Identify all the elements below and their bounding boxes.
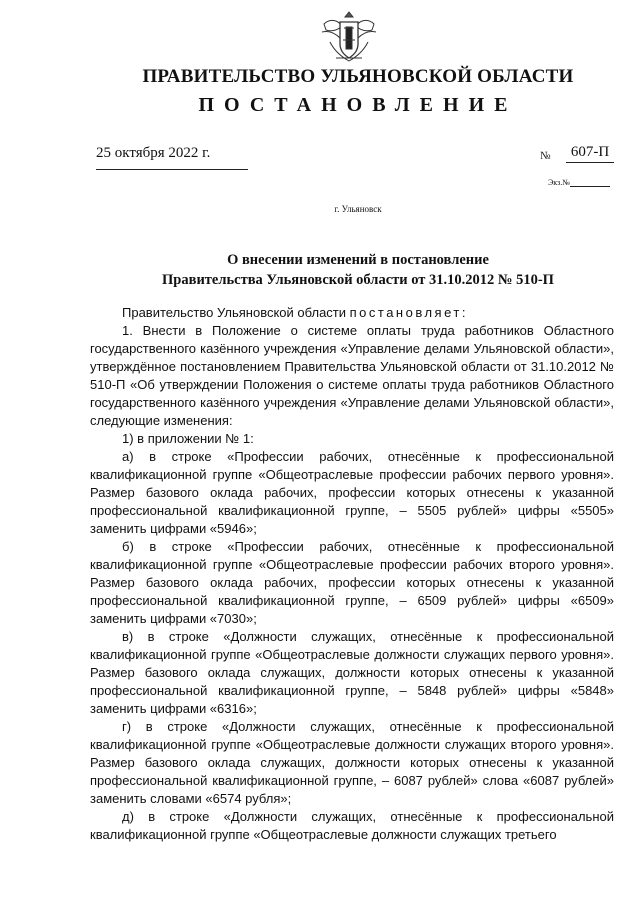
subject-line-2: Правительства Ульяновской области от 31.10.2012 № 510-П bbox=[162, 272, 554, 288]
number-sign: № bbox=[540, 150, 551, 162]
subpoint-1: 1) в приложении № 1: bbox=[122, 431, 254, 446]
intro-prefix: Правительство Ульяновской области bbox=[122, 305, 350, 320]
item-b: б) в строке «Профессии рабочих, отнесённые к профессиональной квалификационной группе «Общеотраслевые профессии рабочих второго уровня». Размер базового оклада рабочих, профессии которых отнесены к указанной профессиональной квалификационной группе, – 6509 рублей» цифры «6509» заменить цифрами «7030»; bbox=[90, 539, 614, 626]
item-c: в) в строке «Должности служащих, отнесённые к профессиональной квалификационной группе «Общеотраслевые должности служащих первого уровня». Размер базового оклада служащих, должности которых отнесены к указанной профессиональной квалификационной группе, – 5848 рублей» цифры «5848» заменить цифрами «6316»; bbox=[90, 629, 614, 716]
document-date: 25 октября 2022 г. bbox=[96, 145, 211, 161]
document-subject bbox=[0, 250, 640, 290]
item-a: а) в строке «Профессии рабочих, отнесённые к профессиональной квалификационной группе «Общеотраслевые профессии рабочих первого уровня». Размер базового оклада рабочих, профессии которых отнесены к указанной профессиональной квалификационной группе, – 5505 рублей» цифры «5505» заменить цифрами «5946»; bbox=[90, 449, 614, 536]
document-number: 607-П bbox=[566, 142, 614, 163]
item-e: д) в строке «Должности служащих, отнесённые к профессиональной квалификационной группе «Общеотраслевые должности служащих третьего bbox=[90, 809, 614, 842]
government-title: ПРАВИТЕЛЬСТВО УЛЬЯНОВСКОЙ ОБЛАСТИ bbox=[142, 66, 574, 87]
intro-decree: постановляет: bbox=[349, 305, 468, 320]
copy-number-label: Экз.№ bbox=[548, 178, 570, 187]
item-d: г) в строке «Должности служащих, отнесённые к профессиональной квалификационной группе «Общеотраслевые должности служащих второго уровня». Размер базового оклада служащих, должности которых отнесены к указанной профессиональной квалификационной группе, – 6087 рублей» слова «6087 рублей» заменить словами «6574 рубля»; bbox=[90, 719, 614, 806]
document-type: ПОСТАНОВЛЕНИЕ bbox=[198, 94, 518, 116]
coat-of-arms-icon bbox=[318, 8, 380, 64]
date-underline bbox=[96, 169, 248, 170]
copy-number-line bbox=[570, 186, 610, 187]
document-body bbox=[90, 304, 614, 844]
subject-line-1: О внесении изменений в постановление bbox=[227, 252, 489, 268]
point-1: 1. Внести в Положение о системе оплаты труда работников Областного государственного казённого учреждения «Управление делами Ульяновской области», утверждённое постановлением Правительства Ульяновской области от 31.10.2012 № 510-П «Об утверждении Положения о системе оплаты труда работников Областного государственного казённого учреждения «Управление делами Ульяновской области», следующие изменения: bbox=[90, 323, 614, 428]
city: г. Ульяновск bbox=[334, 204, 382, 214]
intro-paragraph bbox=[90, 304, 614, 322]
